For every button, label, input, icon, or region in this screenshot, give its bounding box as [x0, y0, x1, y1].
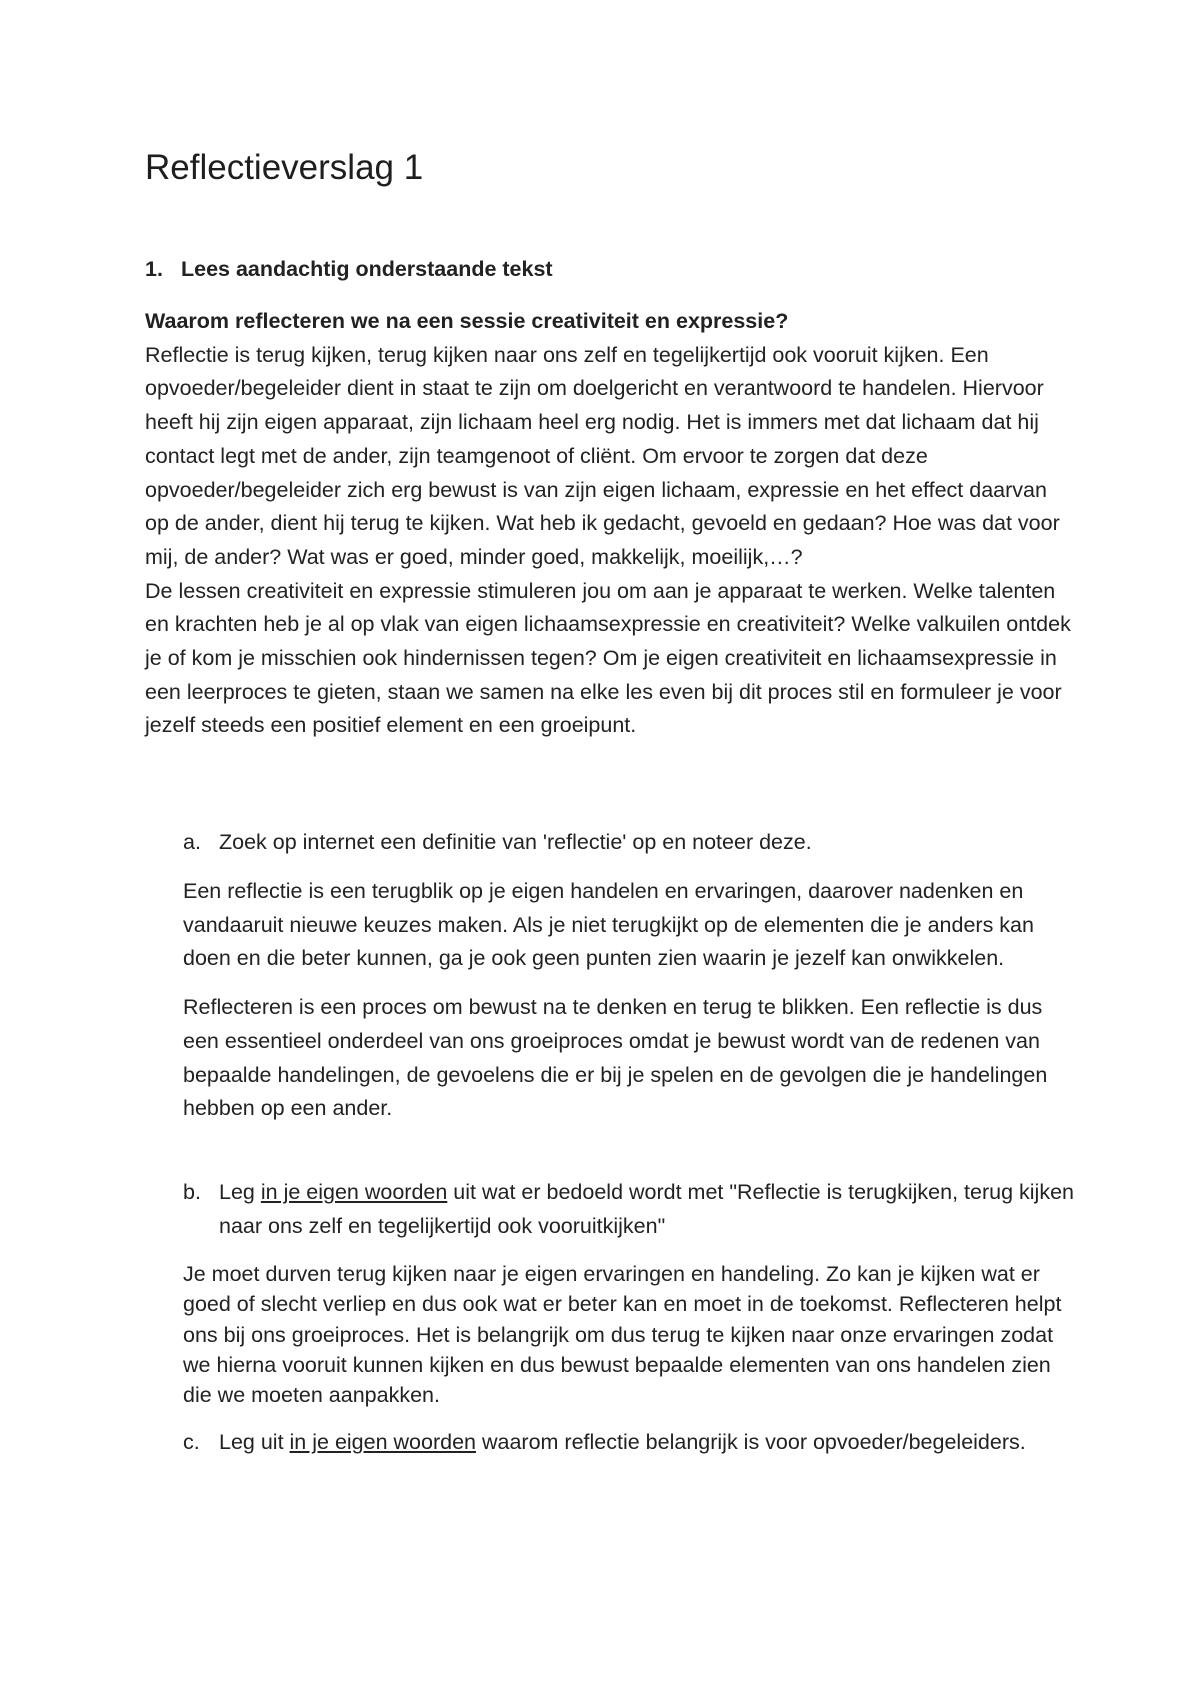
answer-paragraph: Je moet durven terug kijken naar je eigen ervaringen en handeling. Zo kan je kijken wat er goed of slecht verliep en dus ook wat er beter kan en moet in de toekomst. Reflecteren helpt ons bij ons groeiproces. Het is belangrijk om dus terug te kijken naar onze ervaringen zodat we hierna vooruit kunnen kijken en dus bewust bepaalde elementen van ons handelen zien die we moeten aanpakken.: [183, 1262, 1062, 1408]
question-c: [183, 1426, 1083, 1460]
question-underlined-text: in je eigen woorden: [260, 1180, 448, 1204]
intro-paragraph: Reflectie is terug kijken, terug kijken naar ons zelf en tegelijkertijd ook vooruit kijken. Een opvoeder/begeleider dient in staat te zijn om doelgericht en verantwoord te handelen. Hiervoor heeft hij zijn eigen apparaat, zijn lichaam heel erg nodig. Het is immers met dat lichaam dat hij contact legt met de ander, zijn teamgenoot of cliënt. Om ervoor te zorgen dat deze opvoeder/begeleider zich erg bewust is van zijn eigen lichaam, expressie en het effect daarvan op de ander, dient hij terug te kijken. Wat heb ik gedacht, gevoeld en gedaan? Hoe was dat voor mij, de ander? Wat was er goed, minder goed, makkelijk, moeilijk,…?: [145, 342, 1060, 569]
section-heading-text: Lees aandachtig onderstaande tekst: [181, 257, 553, 281]
question-marker: c.: [183, 1430, 200, 1454]
question-marker: b.: [183, 1180, 201, 1204]
answer-a: [183, 875, 1083, 1126]
answer-paragraph: Een reflectie is een terugblik op je eigen handelen en ervaringen, daarover nadenken en vandaaruit nieuwe keuzes maken. Als je niet terugkijkt op de elementen die je anders kan doen en die beter kunnen, ga je ook geen punten zien waarin je jezelf kan onwikkelen.: [183, 879, 1034, 971]
question-b: [183, 1176, 1083, 1243]
answer-b: [183, 1259, 1083, 1410]
intro-sub-heading: Waarom reflecteren we na een sessie creativiteit en expressie?: [145, 309, 789, 333]
intro-text: [145, 305, 1075, 743]
question-a: [183, 826, 1083, 860]
question-marker: a.: [183, 830, 201, 854]
question-text-before: Leg uit: [219, 1430, 290, 1454]
question-text-after: uit wat er bedoeld wordt met "Reflectie is terugkijken, terug kijken naar ons zelf en tegelijkertijd ook vooruitkijken": [219, 1180, 1074, 1238]
question-text: Zoek op internet een definitie van 'reflectie' op en noteer deze.: [219, 830, 812, 854]
section-heading: [145, 254, 553, 284]
intro-paragraph: De lessen creativiteit en expressie stimuleren jou om aan je apparaat te werken. Welke talenten en krachten heb je al op vlak van eigen lichaamsexpressie en creativiteit? Welke valkuilen ontdek je of kom je misschien ook hindernissen tegen? Om je eigen creativiteit en lichaamsexpressie in een leerproces te gieten, staan we samen na elke les even bij dit proces stil en formuleer je voor jezelf steeds een positief element en een groeipunt.: [145, 578, 1071, 738]
answer-paragraph: Reflecteren is een proces om bewust na te denken en terug te blikken. Een reflectie is dus een essentieel onderdeel van ons groeiproces omdat je bewust wordt van de redenen van bepaalde handelingen, de gevoelens die er bij je spelen en de gevolgen die je handelingen hebben op een ander.: [183, 995, 1048, 1121]
question-text-after: waarom reflectie belangrijk is voor opvoeder/begeleiders.: [476, 1430, 1026, 1454]
question-text-before: Leg: [219, 1180, 261, 1204]
document-title: Reflectieverslag 1: [145, 148, 424, 187]
section-number: 1.: [145, 257, 163, 281]
question-underlined-text: in je eigen woorden: [289, 1430, 476, 1454]
